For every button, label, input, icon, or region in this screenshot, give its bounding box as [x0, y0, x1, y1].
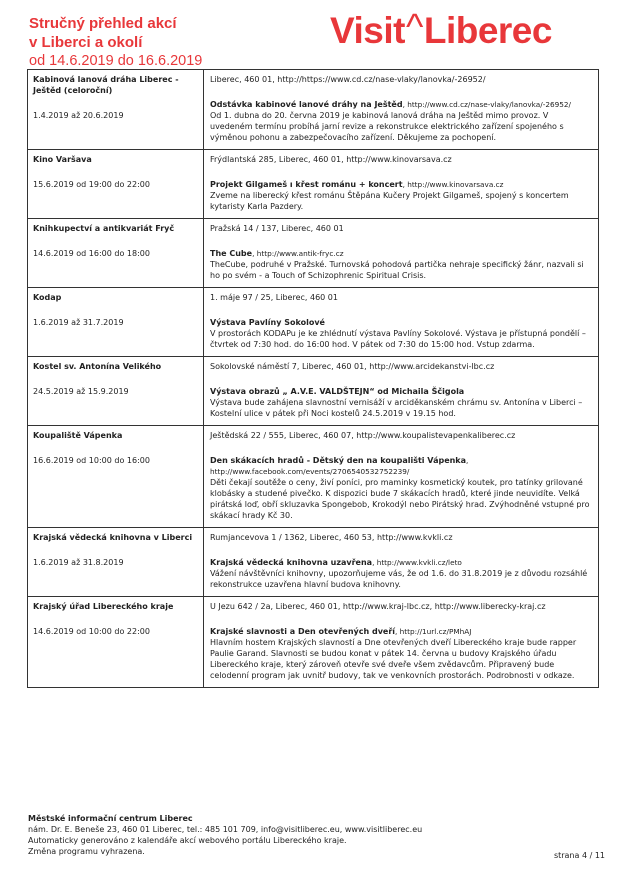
event-title: Projekt Gilgameš ı křest románu + koncert	[210, 180, 403, 189]
event-title: Výstava Pavlíny Sokolové	[210, 318, 325, 327]
events-table	[27, 69, 599, 688]
footer-note-changes: Změna programu vyhrazena.	[28, 847, 145, 856]
event-date: 24.5.2019 až 15.9.2019	[33, 387, 129, 396]
event-title: Odstávka kabinové lanové dráhy na Ještěd	[210, 100, 403, 109]
event-detail	[210, 179, 592, 212]
event-date: 14.6.2019 od 16:00 do 18:00	[33, 249, 150, 258]
event-venue-name: Kabinová lanová dráha Liberec - Ještěd (celoroční)	[33, 75, 179, 95]
event-info-cell	[204, 219, 598, 287]
event-link[interactable]: , http://www.cd.cz/nase-vlaky/lanovka/-26952/	[402, 100, 572, 109]
header-title-line1: Stručný přehled akcí	[29, 15, 177, 32]
event-detail	[210, 317, 592, 350]
event-detail	[210, 99, 592, 143]
event-address: Ještědská 22 / 555, Liberec, 460 07, http://www.koupalistevapenkaliberec.cz	[210, 431, 516, 440]
event-description: Výstava bude zahájena slavnostní vernisáží v arciděkanském chrámu sv. Antonína v Liberci – Kostelní ulice v pátek při Noci kostelů 24.5.2019 v 19.15 hod.	[210, 398, 583, 418]
event-date: 1.4.2019 až 20.6.2019	[33, 111, 124, 120]
logo-caret: ^	[405, 6, 423, 47]
event-address: Liberec, 460 01, http://https://www.cd.cz/nase-vlaky/lanovka/-26952/	[210, 75, 486, 84]
event-description: Vážení návštěvníci knihovny, upozorňujeme vás, že od 1.6. do 31.8.2019 je z důvodu rozsáhlé rekonstrukce uzavřena hlavní budova knihovny.	[210, 569, 588, 589]
event-venue-name: Krajská vědecká knihovna v Liberci	[33, 533, 193, 542]
header-title-line2: v Liberci a okolí	[29, 34, 143, 51]
event-address: 1. máje 97 / 25, Liberec, 460 01	[210, 293, 338, 302]
event-venue-cell	[28, 70, 204, 149]
footer-address: nám. Dr. E. Beneše 23, 460 01 Liberec, tel.: 485 101 709, info@visitliberec.eu, www.visitliberec.eu	[28, 825, 423, 834]
event-address: Pražská 14 / 137, Liberec, 460 01	[210, 224, 344, 233]
footer-note-generated: Automaticky generováno z kalendáře akcí webového portálu Libereckého kraje.	[28, 836, 347, 845]
event-info-cell	[204, 597, 598, 687]
logo-text-visit: Visit	[330, 10, 405, 51]
event-row	[28, 150, 598, 219]
event-row	[28, 357, 598, 426]
event-venue-name: Kino Varšava	[33, 155, 92, 164]
event-venue-cell	[28, 426, 204, 527]
event-description: TheCube, podruhé v Pražské. Turnovská pohodová partička nehraje specifický žánr, nazvali si ho po svém - a Touch of Schizophrenic Spiritual Crisis.	[210, 260, 584, 280]
header-dates: od 14.6.2019 do 16.6.2019	[29, 53, 203, 69]
event-link[interactable]: , http://www.facebook.com/events/2706540532752239/	[210, 456, 469, 476]
event-venue-name: Kostel sv. Antonína Velikého	[33, 362, 162, 371]
event-link[interactable]: , http://www.antik-fryc.cz	[252, 249, 344, 258]
event-description: Hlavním hostem Krajských slavností a Dne otevřených dveří Libereckého kraje bude rapper Paulie Garand. Slavnosti se budou konat v pátek 14. června u budovy Krajského úřadu Libereckého kraje, který zároveň otevře své dveře všem zvědavcům. Připravený bude celodenní program jak uvnitř budovy, tak ve venkovních prostorách. Podrobnosti v odkaze.	[210, 638, 577, 680]
event-row	[28, 70, 598, 150]
event-title: Den skákacích hradů - Dětský den na koupališti Vápenka	[210, 456, 467, 465]
event-date: 15.6.2019 od 19:00 do 22:00	[33, 180, 150, 189]
event-detail	[210, 386, 592, 419]
event-info-cell	[204, 357, 598, 425]
event-row	[28, 219, 598, 288]
event-date: 16.6.2019 od 10:00 do 16:00	[33, 456, 150, 465]
event-info-cell	[204, 426, 598, 527]
event-address: U Jezu 642 / 2a, Liberec, 460 01, http://www.kraj-lbc.cz, http://www.liberecky-kraj.cz	[210, 602, 546, 611]
logo-text-liberec: Liberec	[423, 10, 552, 51]
event-date: 14.6.2019 od 10:00 do 22:00	[33, 627, 150, 636]
event-date: 1.6.2019 až 31.7.2019	[33, 318, 124, 327]
event-venue-cell	[28, 219, 204, 287]
event-row	[28, 597, 598, 688]
event-detail	[210, 455, 592, 521]
event-address: Rumjancevova 1 / 1362, Liberec, 460 53, http://www.kvkli.cz	[210, 533, 453, 542]
event-row	[28, 288, 598, 357]
event-row	[28, 426, 598, 528]
event-description: V prostorách KODAPu je ke zhlédnutí výstava Pavlíny Sokolové. Výstava je přístupná pondělí – čtvrtek od 7:30 hod. do 16:00 hod. V pátek od 7:30 do 15:00 hod. Vstup zdarma.	[210, 329, 586, 349]
event-venue-cell	[28, 597, 204, 687]
event-link[interactable]: , http://www.kinovarsava.cz	[402, 180, 504, 189]
event-address: Sokolovské náměstí 7, Liberec, 460 01, http://www.arcidekanstvi-lbc.cz	[210, 362, 495, 371]
event-detail	[210, 248, 592, 281]
event-info-cell	[204, 150, 598, 218]
event-description: Děti čekají soutěže o ceny, živí poníci, pro maminky kosmetický koutek, pro tatínky grilované klobásky a studené pivečko. K dispozici bude 7 skákacích hradů, které jinde neuvidíte. Velká pirátská loď, obří skluzavka Spongebob, Krokodýl nebo Pirátský hrad. Zvýhodněné vstupné pro skákací hrady Kč 30.	[210, 478, 590, 520]
event-date: 1.6.2019 až 31.8.2019	[33, 558, 124, 567]
event-venue-name: Kodap	[33, 293, 62, 302]
event-title: Výstava obrazů „ A.V.E. VALDŠTEJN“ od Michaila Ščigola	[210, 387, 465, 396]
event-description: Zveme na liberecký křest románu Štěpána Kučery Projekt Gilgameš, spojený s koncertem kytaristy Karla Pazdery.	[210, 191, 569, 211]
event-info-cell	[204, 528, 598, 596]
event-info-cell	[204, 70, 598, 149]
event-title: The Cube	[210, 249, 253, 258]
event-info-cell	[204, 288, 598, 356]
event-link[interactable]: , http://www.kvkli.cz/leto	[372, 558, 462, 567]
event-detail	[210, 557, 592, 590]
event-title: Krajské slavnosti a Den otevřených dveří	[210, 627, 396, 636]
event-description: Od 1. dubna do 20. června 2019 je kabinová lanová dráha na Ještěd mimo provoz. V uvedeném termínu probíhá jarní revize a rekonstrukce elektrického zařízení spojeného s výměnou pohonu a zabezpečovacího zařízení. Děkujeme za pochopení.	[210, 111, 564, 142]
event-row	[28, 528, 598, 597]
event-venue-name: Krajský úřad Libereckého kraje	[33, 602, 174, 611]
event-venue-cell	[28, 357, 204, 425]
event-venue-cell	[28, 288, 204, 356]
footer	[28, 813, 568, 857]
footer-organization: Městské informační centrum Liberec	[28, 814, 193, 823]
event-link[interactable]: , http://1url.cz/PMhAJ	[395, 627, 472, 636]
header	[29, 14, 289, 71]
page-number: strana 4 / 11	[553, 851, 605, 860]
event-venue-name: Knihkupectví a antikvariát Fryč	[33, 224, 175, 233]
event-venue-cell	[28, 150, 204, 218]
event-address: Frýdlantská 285, Liberec, 460 01, http://www.kinovarsava.cz	[210, 155, 452, 164]
event-title: Krajská vědecká knihovna uzavřena	[210, 558, 373, 567]
event-detail	[210, 626, 592, 681]
event-venue-name: Koupaliště Vápenka	[33, 431, 123, 440]
visit-liberec-logo	[330, 8, 600, 53]
event-venue-cell	[28, 528, 204, 596]
